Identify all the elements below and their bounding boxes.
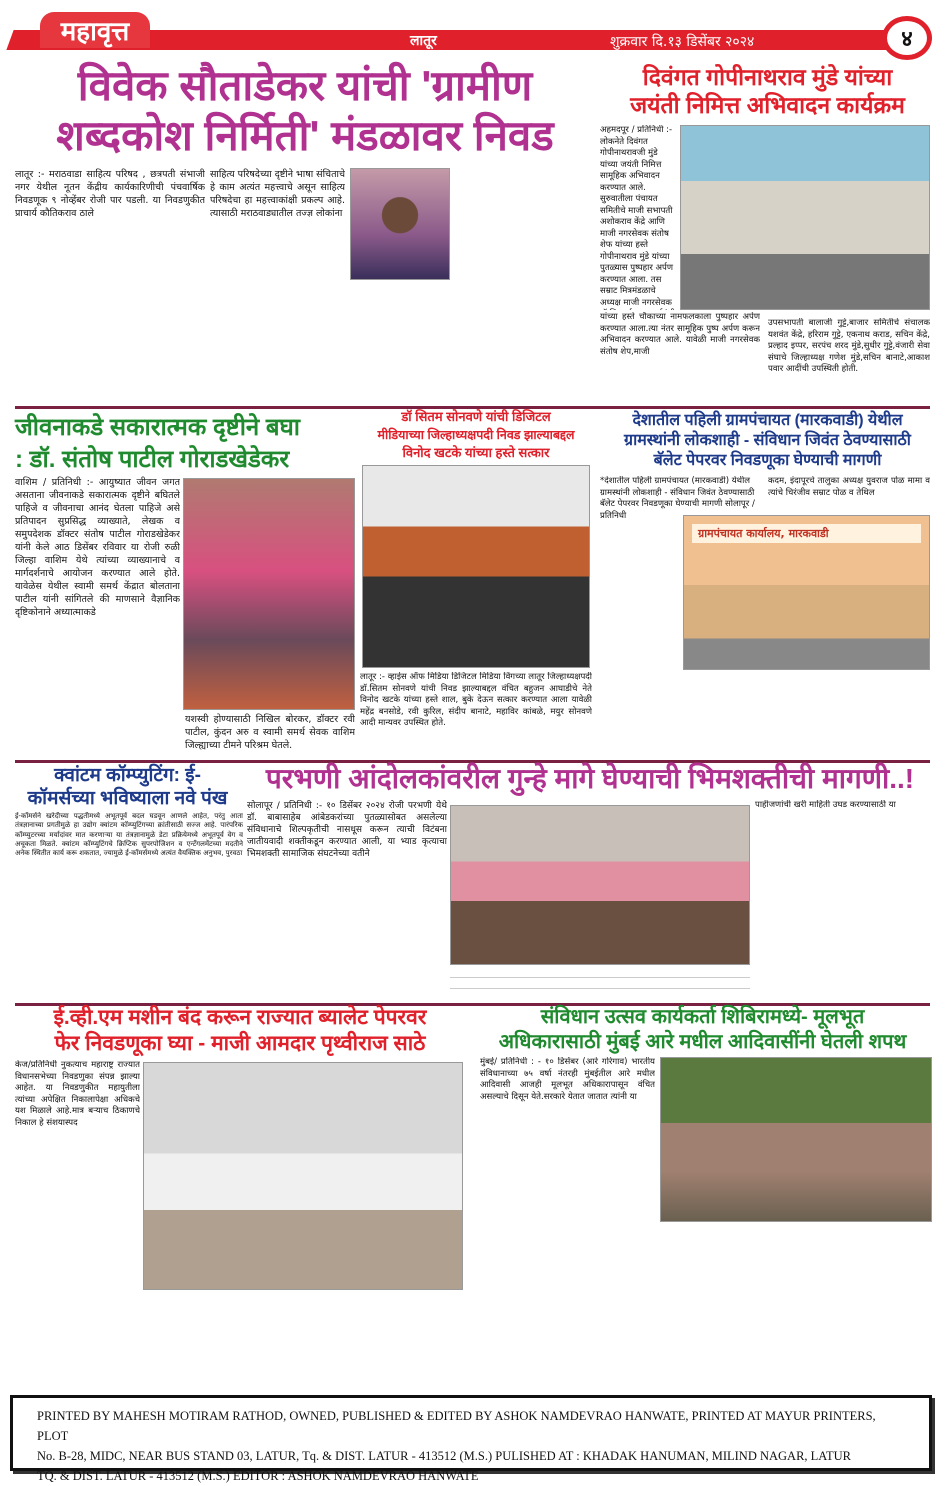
headline-a6-line1: क्वांटम कॉम्प्युटिंग: ई- [54,765,201,786]
article-a2-col1: अहमदपूर / प्रतिनिधी :- लोकनेते दिवंगत गोपीनाथरावजी मुंडे यांच्या जयंती निमित्त सामूहिक अभिवादन करण्यात आले. सुरुवातीला पंचायत समितीचे माजी सभापती अशोकराव केंद्रे आणि माजी नगरसेवक संतोष शेफ यांच्या हस्ते गोपीनाथराव मुंडे यांच्या पुतळ्यास पुष्पहार अर्पण करण्यात आला. तस सम्राट मित्रमंडळाचे अध्यक्ष माजी नगरसेवक [600,125,674,308]
headline-a8-line2: फेर निवडणूका घ्या - माजी आमदार पृथ्वीराज साठे [54,1032,426,1055]
grampanchayat-photo [683,515,930,670]
article-a9-body: मुंबई/ प्रतिनिधी : - १० डिसेंबर (आरे गोरेगाव) भारतीय संविधानाच्या ७५ वर्षा नंतरही मुंबईतील आरे मधील आदिवासी आजही मूलभूत अधिकारापासून वंचित असल्याचे दिसून येते.सरकारे येतात जातात त्यांनी या [480,1057,655,1102]
lecture-photo [183,478,355,710]
headline-a4-line1: डॉ सितम सोनवणे यांची डिजिटल [401,409,551,424]
article-a3-body: वाशिम / प्रतिनिधी :- आयुष्यात जीवन जगत असताना जीवनाकडे सकारात्मक दृष्टीने बघितले पाहिजे व जीवनाचा आनंद घेतला पाहिजे असे प्रतिपादन सुप्रसिद्ध व्याख्याते, लेखक व समुपदेशक डॉक्टर संतोष पाटील गोराडखेडेकर यांनी केले आठ डिसेंबर रविवार या रोजी रुळी जिल्हा वाशिम येथे त्यांच्या व्याख्यानाचे व मार्गदर्शनाचे आयोजन करण्यात आले होते. यावेळेस येथील स्वामी समर्थ केंद्रात बोलताना पाटील यांनी सांगितले की माणसाने वैज्ञानिक दृष्टिकोनाने अध्यात्माकडे [15,477,180,618]
portrait-photo [350,168,450,280]
photo-caption-a3: यशस्वी होण्यासाठी निखिल बोरकर, डॉक्टर रवी पाटील, कुंदन अरु व स्वामी समर्थ सेवक वाशिम जिल्ह्याच्या टीमने परिश्रम घेतले. [185,714,355,751]
headline-a9-line1: संविधान उत्सव कार्यकर्ता शिबिरामध्ये- मूलभूत [540,1006,865,1028]
article-a7-col1: सोलापूर / प्रतिनिधी :- १० डिसेंबर २०२४ रोजी परभणी येथे डॉ. बाबासाहेब आंबेडकरांच्या पुतळ्यासोबत असलेल्या संविधानाचे शिल्पकृतीची नासधूस करून त्याची विटंबना जातीयवादी शक्तीकडून करण्यात आली, या भ्याड कृत्याचा भिमशक्ती सामाजिक संघटनेच्या वतीने [247,801,447,859]
article-a1-col1: लातूर :- मराठवाडा साहित्य परिषद , छत्रपती संभाजी नगर येथील नूतन केंद्रीय कार्यकारिणीची पंचवार्षिक निवडणूक ९ नोव्हेंबर रोजी पार पडली. या निवडणुकीत प्राचार्य कौतिकराव ठाले [15,169,205,219]
article-a8-body: केज/प्रतिनिधी नुकत्याच महाराष्ट्र राज्यात विधानसभेच्या निवडणुका संपन्न झाल्या आहेत. या निवडणुकीत महायुतीला त्यांच्या अपेक्षित निकालापेक्षा अधिकचे यश मिळाले आहे.मात्र बऱ्याच ठिकाणचे निकाल हे संशयास्पद [15,1060,140,1128]
imprint-line: PRINTED BY MAHESH MOTIRAM RATHOD, OWNED, PUBLISHED & EDITED BY ASHOK NAMDEVRAO HANWATE, PRINTED AT MAYUR PRINTERS, PLOT [37,1409,876,1443]
edition-city: लातूर [410,33,437,49]
article-a7-col2: पाहीजणांची खरी माहिती उघड करण्यासाठी या [755,800,896,810]
article-a1-col2: साहित्य परिषदेच्या दृष्टीने भाषा संचिताचे हे काम अत्यंत महत्त्वाचे असून साहित्य परिषदेचा हा महत्त्वाकांक्षी प्रकल्प आहे. त्यासाठी मराठवाड्यातील तज्ज्ञ लोकांना [210,169,345,219]
felicitation-photo [362,465,590,668]
headline-a5-line3: बॅलेट पेपरवर निवडणूका घेण्याची मागणी [653,452,882,469]
imprint-line: TQ. & DIST. LATUR - 413512 (M.S.) EDITOR : ASHOK NAMDEVRAO HANWATE [37,1469,479,1483]
press-conference-photo [143,1062,463,1290]
imprint-box [10,1395,932,1483]
office-signboard: ग्रामपंचायत कार्यालय, मारकवाडी [692,524,921,543]
imprint-line: No. B-28, MIDC, NEAR BUS STAND 03, LATUR, Tq. & DIST. LATUR - 413512 (M.S.) PULISHED AT : KHADAK HANUMAN, MILIND NAGAR, LATUR [37,1449,851,1463]
article-a5-col2: कदम, इंदापूरचे तालुका अध्यक्ष युवराज पोळ मामा व त्यांचे चिरंजीव सम्राट पोळ व तेथिल [768,476,930,498]
article-a6-body: ई-कॉमर्सने खरेदीच्या पद्धतीमध्ये अभूतपूर्व बदल घडवून आणले आहेत, परंतु आता तंत्रज्ञानाच्या प्रगतीमुळे हा उद्योग क्वांटम कॉम्प्युटिंगच्या क्रांतीसाठी सज्ज आहे. पारंपरिक कॉम्प्युटरच्या मर्यादांवर मात करणाऱ्या या तंत्रज्ञानामुळे डेटा प्रक्रियेमध्ये अभूतपूर्व वेग व अचूकता मिळते. क्वांटम कॉम्प्युटिंगचे क्रिप्टिक सुपरपोजिशन व एन्टँगलमेंटच्या मदतीने अनेक स्थितीत कार्य करू शकतात, ज्यामुळे ई-कॉमर्समध्ये अत्यंत वैयक्तिक अनुभव, पुरवठा [15,812,243,858]
tribal-camp-photo [660,1057,932,1222]
article-a2-col2: यांच्या हस्ते चौकाच्या नामफलकाला पुष्पहार अर्पण करण्यात आला.त्या नंतर सामूहिक पुष्प अर्पण करून अभिवादन करण्यात आले. यावेळी माजी नगरसेवक संतोष शेप,माजी [600,312,760,357]
headline-a5-line1: देशातील पहिली ग्रामपंचायत (मारकवाडी) येथील [632,412,903,429]
tribute-event-photo [680,125,930,310]
photo-caption-a4: लातूर :- व्हाईस ऑफ मिडिया डिजिटल मिडिया विंगच्या लातूर जिल्हाध्यक्षपदी डॉ.सितम सोनवणे यांची निवड झाल्याबद्दल वंचित बहुजन आघाडीचे नेते विनोद खटके यांच्या हस्ते शाल, बुके देऊन सत्कार करण्यात आला यावेळी महेंद्र बनसोडे, रवी कुरिल, संदीप बानाटे, महाविर कांबळे, मयुर सोनवणे आदी मान्यवर उपस्थित होते. [360,672,592,728]
headline-a1-line2: शब्दकोश निर्मिती' मंडळावर निवड [56,112,554,159]
issue-date: शुक्रवार दि.१३ डिसेंबर २०२४ [610,34,755,50]
headline-a3-line2: : डॉ. संतोष पाटील गोराडखेडेकर [15,446,290,473]
headline-a9-line2: अधिकारासाठी मुंबई आरे मधील आदिवासींनी घेतली शपथ [498,1031,907,1053]
headline-a2-line2: जयंती निमित्त अभिवादन कार्यक्रम [630,92,905,118]
headline-a4-line3: विनोद खटके यांच्या हस्ते सत्कार [402,445,550,460]
headline-a1-line1: विवेक सौताडेकर यांची 'ग्रामीण [77,62,533,109]
headline-a2-line1: दिवंगत गोपीनाथराव मुंडे यांच्या [642,64,893,90]
headline-a3-line1: जीवनाकडे सकारात्मक दृष्टीने बघा [15,414,301,441]
article-a5-col1: *देशातील पहिली ग्रामपंचायत (मारकवाडी) येथील ग्रामस्थांनी लोकशाही - संविधान जिवंत ठेवण्यासाठी बॅलेट पेपरवर निवडणूका घेण्याची मागणी सोलापूर / प्रतिनिधी [600,476,755,521]
page-number: ४ [882,16,932,60]
article-a7-lower-text [450,967,750,995]
headline-a4-line2: मीडियाच्या जिल्हाध्यक्षपदी निवड झाल्याबद्दल [377,428,575,442]
article-a2-col3: उपसभापती बालाजी गुट्टे,बाजार समितीचे संचालक यशवंत केंद्रे, हरिराम गुट्टे, एकनाथ कराड, सचिन केंद्रे, प्रल्हाद इप्पर, सरपंच शरद मुंडे,सुधीर गुट्टे,वंजारी सेवा संघाचे जिल्हाध्यक्ष गणेश मुंडे,सचिन बानाटे,आकाश पवार आदींची उपस्थिती होती. [768,318,930,374]
headline-a5-line2: ग्रामस्थांनी लोकशाही - संविधान जिवंत ठेवण्यासाठी [624,432,911,449]
headline-a8-line1: ई.व्ही.एम मशीन बंद करून राज्यात ब्यालेट पेपरवर [53,1006,427,1029]
protest-memorandum-photo [450,805,750,965]
headline-a6-line2: कॉमर्सच्या भविष्याला नवे पंख [27,788,228,809]
newspaper-logo: महावृत्त [40,12,150,48]
headline-a7: परभणी आंदोलकांवरील गुन्हे मागे घेण्याची भिमशक्तीची मागणी..! [265,763,915,794]
